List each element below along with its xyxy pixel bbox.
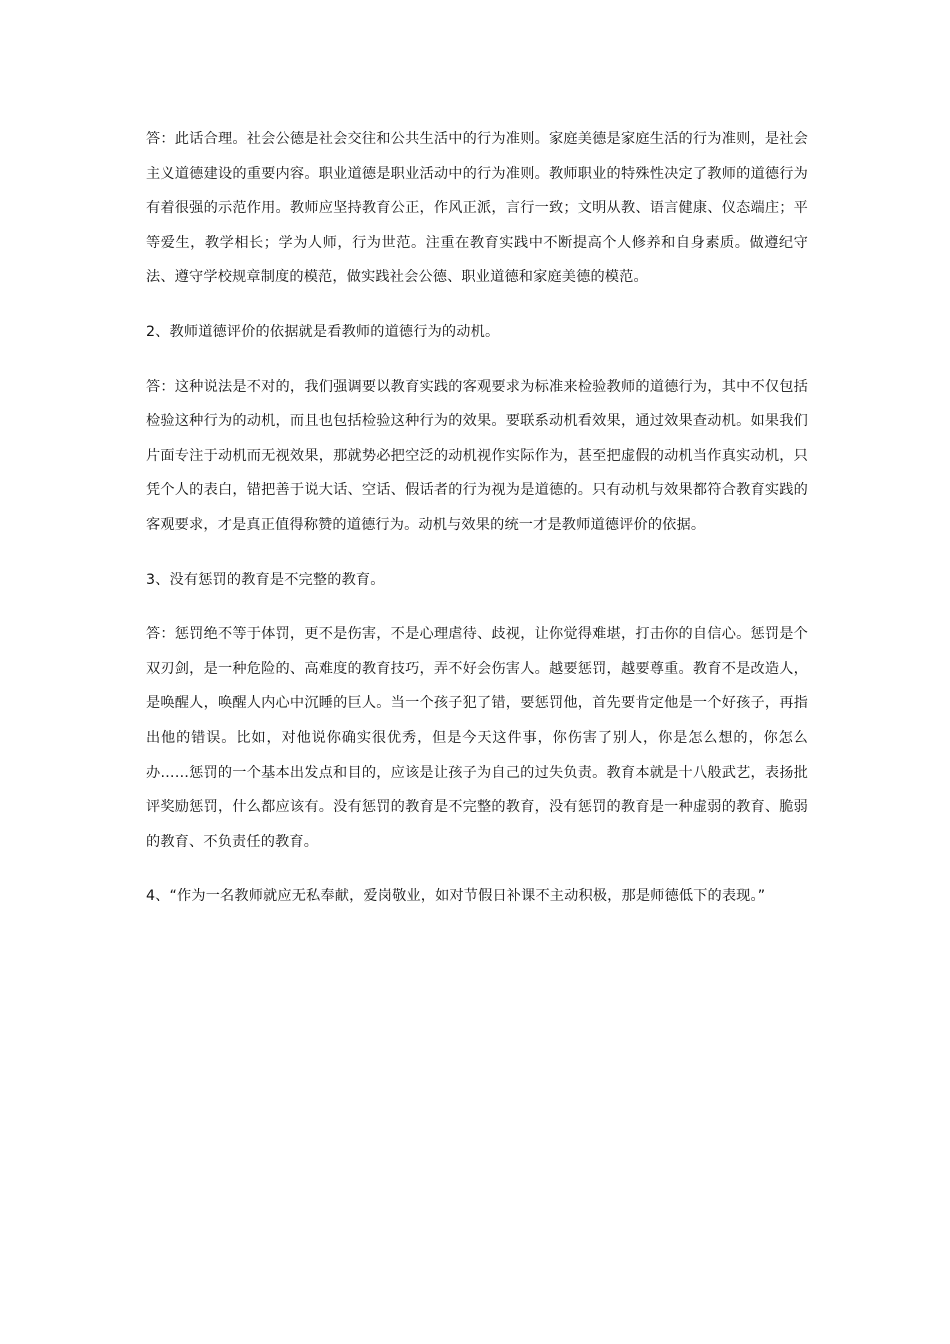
answer-paragraph-2: 答：这种说法是不对的，我们强调要以教育实践的客观要求为标准来检验教师的道德行为，其中不仅包括检验这种行为的动机，而且也包括检验这种行为的效果。要联系动机看效果，通过效果查动机。如果我们片面专注于动机而无视效果，那就势必把空泛的动机视作实际作为，甚至把虚假的动机当作真实动机，只凭个人的表白，错把善于说大话、空话、假话者的行为视为是道德的。只有动机与效果都符合教育实践的客观要求，才是真正值得称赞的道德行为。动机与效果的统一才是教师道德评价的依据。	[146, 378, 808, 533]
answer-paragraph-3: 答：惩罚绝不等于体罚，更不是伤害，不是心理虐待、歧视，让你觉得难堪，打击你的自信心。惩罚是个双刃剑，是一种危险的、高难度的教育技巧，弄不好会伤害人。越要惩罚，越要尊重。教育不是改造人，是唤醒人，唤醒人内心中沉睡的巨人。当一个孩子犯了错，要惩罚他，首先要肯定他是一个好孩子，再指出他的错误。比如，对他说你确实很优秀，但是今天这件事，你伤害了别人，你是怎么想的，你怎么办……惩罚的一个基本出发点和目的，应该是让孩子为自己的过失负责。教育本就是十八般武艺，表扬批评奖励惩罚，什么都应该有。没有惩罚的教育是不完整的教育，没有惩罚的教育是一种虚弱的教育、脆弱的教育、不负责任的教育。	[146, 626, 808, 850]
question-4: 4、“作为一名教师就应无私奉献，爱岗敬业，如对节假日补课不主动积极，那是师德低下的表现。”	[146, 888, 766, 905]
question-2: 2、教师道德评价的依据就是看教师的道德行为的动机。	[146, 323, 500, 340]
question-3: 3、没有惩罚的教育是不完整的教育。	[146, 571, 385, 588]
answer-paragraph-1: 答：此话合理。社会公德是社会交往和公共生活中的行为准则。家庭美德是家庭生活的行为准则，是社会主义道德建设的重要内容。职业道德是职业活动中的行为准则。教师职业的特殊性决定了教师的道德行为有着很强的示范作用。教师应坚持教育公正，作风正派，言行一致；文明从教、语言健康、仪态端庄；平等爱生，教学相长；学为人师，行为世范。注重在教育实践中不断提高个人修养和自身素质。做遵纪守法、遵守学校规章制度的模范，做实践社会公德、职业道德和家庭美德的模范。	[146, 131, 808, 286]
document-page	[146, 122, 808, 934]
